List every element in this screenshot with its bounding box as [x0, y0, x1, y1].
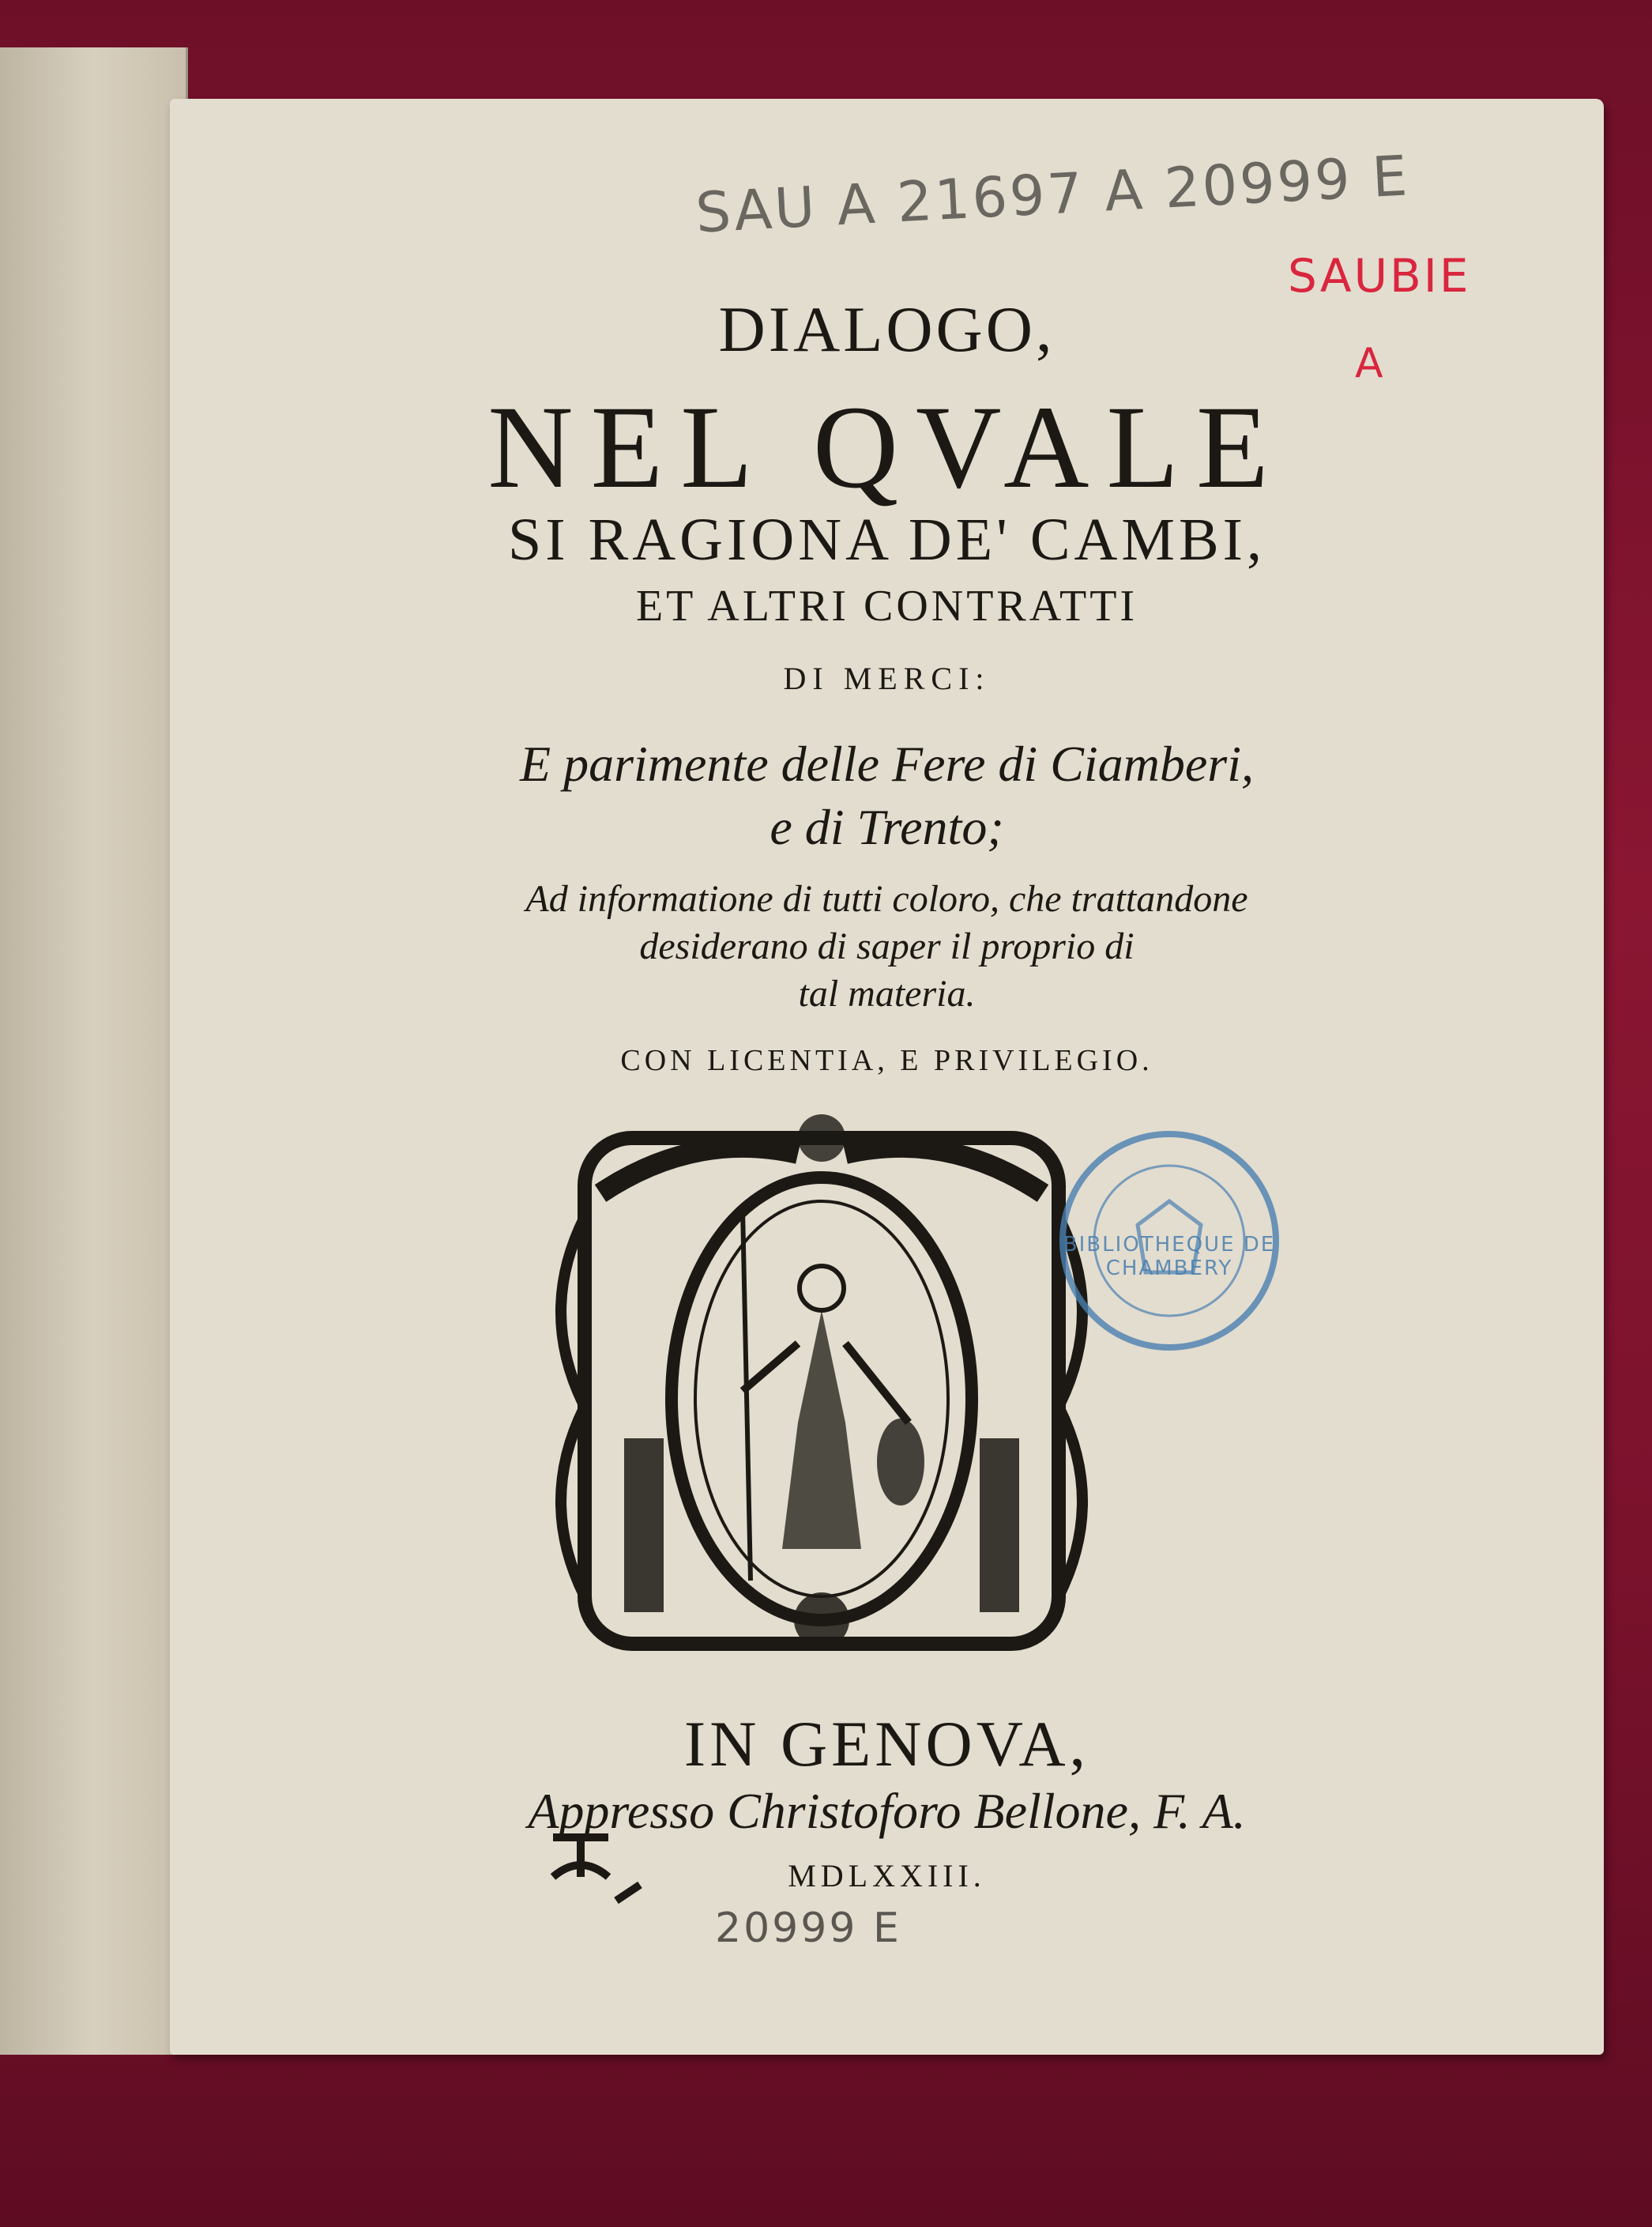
title-line-trento: e di Trento; [770, 799, 1004, 855]
title-line-fere: E parimente delle Fere di Ciamberi, [520, 736, 1254, 792]
title-line-nel-quale: NEL QVALE [487, 382, 1286, 513]
handwritten-shelfmark-bottom: 20999 E [715, 1905, 901, 1952]
title-line-ragiona: SI RAGIONA DE' CAMBI, [508, 507, 1266, 573]
red-pencil-letter: A [1355, 340, 1383, 387]
imprint-city: IN GENOVA, [683, 1708, 1090, 1780]
title-line-materia: tal materia. [798, 973, 976, 1015]
imprint-printer: Appresso Christoforo Bellone, F. A. [528, 1783, 1246, 1839]
imprint-year: MDLXXIII. [788, 1858, 986, 1894]
stamp-text: BIBLIOTHEQUE DE CHAMBERY [1063, 1233, 1276, 1280]
title-line-merci: DI MERCI: [783, 661, 991, 696]
previous-leaf-edge [0, 47, 188, 2055]
license-line: CON LICENTIA, E PRIVILEGIO. [620, 1044, 1153, 1077]
handwritten-cross-mark [521, 1822, 648, 1940]
handwritten-shelfmark: SAU A 21697 A 20999 E [694, 143, 1412, 246]
title-line-dialogo: DIALOGO, [718, 293, 1056, 365]
title-line-contratti: ET ALTRI CONTRATTI [635, 582, 1138, 631]
title-line-informatione: Ad informatione di tutti coloro, che trattandone [525, 878, 1248, 920]
red-pencil-note: SAUBIE [1288, 249, 1471, 303]
title-line-desiderano: desiderano di saper il proprio di [639, 925, 1135, 967]
printer-device-woodcut [537, 1106, 1106, 1675]
